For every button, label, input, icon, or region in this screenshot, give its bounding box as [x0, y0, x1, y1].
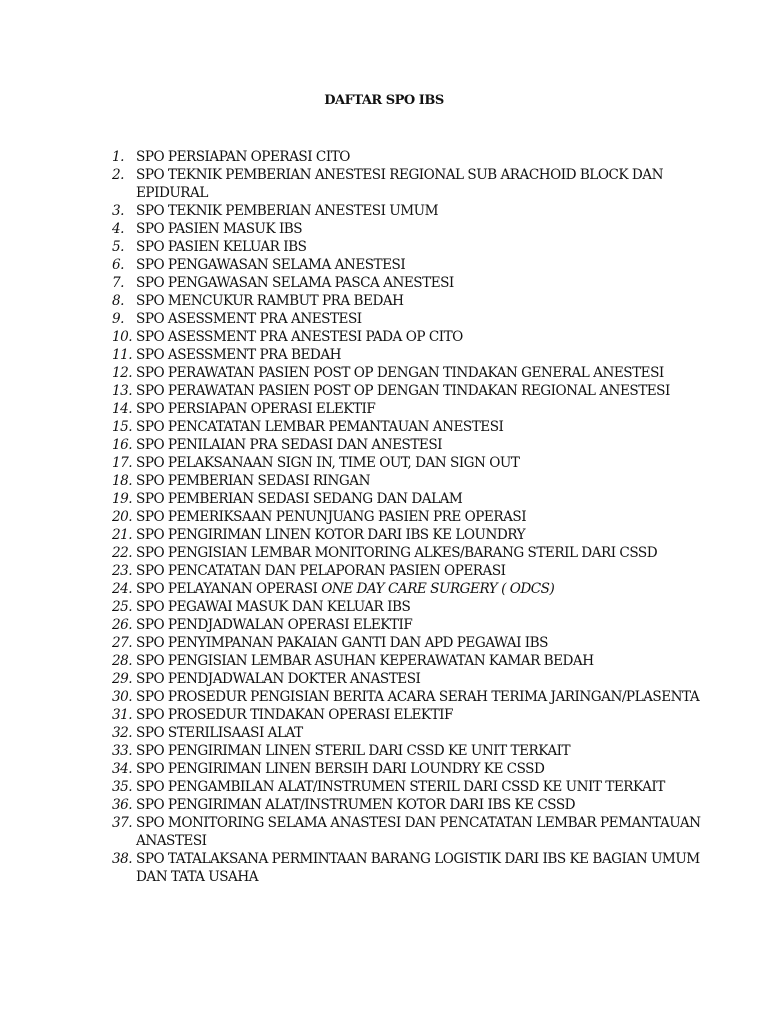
list-item-label: SPO PENGAWASAN SELAMA PASCA ANESTESI — [136, 275, 454, 291]
list-item-label: SPO ASESSMENT PRA ANESTESI PADA OP CITO — [136, 329, 463, 345]
list-item — [112, 328, 722, 346]
list-item-number: 21. — [112, 527, 133, 543]
list-item — [112, 670, 722, 688]
list-item-number: 38. — [112, 851, 133, 867]
list-item-number: 14. — [112, 401, 133, 417]
list-item-label: SPO PEMERIKSAAN PENUNJUANG PASIEN PRE OPERASI — [136, 509, 527, 525]
list-item-italic-label: ONE DAY CARE SURGERY ( ODCS) — [321, 581, 555, 597]
list-item-text — [136, 472, 722, 490]
list-item-number: 4. — [112, 221, 124, 237]
list-item-number: 29. — [112, 671, 133, 687]
list-item — [112, 256, 722, 274]
list-item — [112, 580, 722, 598]
list-item-text — [136, 760, 722, 778]
list-item-text — [136, 364, 722, 382]
list-item-label: SPO ASESSMENT PRA BEDAH — [136, 347, 341, 363]
list-item-label: SPO PENYIMPANAN PAKAIAN GANTI DAN APD PEGAWAI IBS — [136, 635, 548, 651]
list-item — [112, 634, 722, 652]
list-item-number: 13. — [112, 383, 133, 399]
list-item-number: 5. — [112, 239, 124, 255]
list-item — [112, 292, 722, 310]
list-item-number: 26. — [112, 617, 133, 633]
list-item — [112, 742, 722, 760]
list-item-label: SPO PENCATATAN DAN PELAPORAN PASIEN OPERASI — [136, 563, 506, 579]
list-item — [112, 616, 722, 634]
list-item — [112, 562, 722, 580]
list-item-label: SPO PENGAWASAN SELAMA ANESTESI — [136, 257, 406, 273]
list-item-text — [136, 508, 722, 526]
list-item-text — [136, 220, 722, 238]
list-item-number: 7. — [112, 275, 124, 291]
list-item-text — [136, 526, 722, 544]
list-item-label: SPO TATALAKSANA PERMINTAAN BARANG LOGISTIK DARI IBS KE BAGIAN UMUM DAN TATA USAHA — [136, 851, 700, 885]
list-item-label: SPO PENGIRIMAN LINEN BERSIH DARI LOUNDRY KE CSSD — [136, 761, 545, 777]
list-item — [112, 760, 722, 778]
list-item-label: SPO PROSEDUR TINDAKAN OPERASI ELEKTIF — [136, 707, 453, 723]
list-item-text — [136, 400, 722, 418]
list-item-number: 27. — [112, 635, 133, 651]
list-item — [112, 724, 722, 742]
list-item-label: SPO PENGIRIMAN LINEN KOTOR DARI IBS KE LOUNDRY — [136, 527, 526, 543]
list-item — [112, 166, 722, 202]
list-item-number: 31. — [112, 707, 133, 723]
list-item-text — [136, 850, 722, 886]
list-item — [112, 598, 722, 616]
list-item-number: 32. — [112, 725, 133, 741]
list-item-text — [136, 436, 722, 454]
list-item-number: 25. — [112, 599, 133, 615]
list-item — [112, 400, 722, 418]
list-item-text — [136, 688, 722, 706]
list-item-number: 10. — [112, 329, 133, 345]
list-item-number: 1. — [112, 149, 124, 165]
list-item-label: SPO PASIEN KELUAR IBS — [136, 239, 307, 255]
list-item-text — [136, 382, 722, 400]
list-item — [112, 364, 722, 382]
list-item-label: SPO PASIEN MASUK IBS — [136, 221, 303, 237]
list-item-text — [136, 238, 722, 256]
list-item-number: 20. — [112, 509, 133, 525]
list-item-number: 30. — [112, 689, 133, 705]
list-item-number: 2. — [112, 167, 124, 183]
list-item-text — [136, 634, 722, 652]
list-item-label: SPO STERILISAASI ALAT — [136, 725, 303, 741]
list-item — [112, 310, 722, 328]
list-item — [112, 490, 722, 508]
list-item-text — [136, 814, 722, 850]
list-item — [112, 778, 722, 796]
list-item-text — [136, 562, 722, 580]
list-item-number: 8. — [112, 293, 124, 309]
list-item-number: 11. — [112, 347, 133, 363]
list-item — [112, 688, 722, 706]
list-item — [112, 454, 722, 472]
list-item-label: SPO PENDJADWALAN OPERASI ELEKTIF — [136, 617, 413, 633]
list-item-label: SPO PERSIAPAN OPERASI CITO — [136, 149, 350, 165]
list-item-number: 28. — [112, 653, 133, 669]
list-item-label: SPO PENGIRIMAN ALAT/INSTRUMEN KOTOR DARI IBS KE CSSD — [136, 797, 576, 813]
document-title: DAFTAR SPO IBS — [324, 93, 444, 108]
list-item-text — [136, 292, 722, 310]
list-item — [112, 238, 722, 256]
list-item-text — [136, 616, 722, 634]
list-item-text — [136, 328, 722, 346]
list-item-label: SPO PENGISIAN LEMBAR MONITORING ALKES/BARANG STERIL DARI CSSD — [136, 545, 658, 561]
list-item-label: SPO PEMBERIAN SEDASI RINGAN — [136, 473, 370, 489]
list-item-number: 3. — [112, 203, 124, 219]
list-item-label: SPO TEKNIK PEMBERIAN ANESTESI REGIONAL SUB ARACHOID BLOCK DAN EPIDURAL — [136, 167, 663, 201]
list-item-label: SPO PENDJADWALAN DOKTER ANASTESI — [136, 671, 421, 687]
list-item-text — [136, 166, 722, 202]
list-item-label: SPO MONITORING SELAMA ANASTESI DAN PENCATATAN LEMBAR PEMANTAUAN ANASTESI — [136, 815, 701, 849]
list-item-text — [136, 544, 722, 562]
list-item-text — [136, 148, 722, 166]
list-item-number: 18. — [112, 473, 133, 489]
list-item-text — [136, 670, 722, 688]
list-item-label: SPO PENCATATAN LEMBAR PEMANTAUAN ANESTESI — [136, 419, 504, 435]
list-item-number: 35. — [112, 779, 133, 795]
list-item — [112, 346, 722, 364]
list-item-number: 6. — [112, 257, 124, 273]
list-item — [112, 796, 722, 814]
list-item-number: 36. — [112, 797, 133, 813]
list-item — [112, 850, 722, 886]
list-item-label: SPO PEMBERIAN SEDASI SEDANG DAN DALAM — [136, 491, 463, 507]
list-item — [112, 274, 722, 292]
list-item-label: SPO PELAKSANAAN SIGN IN, TIME OUT, DAN SIGN OUT — [136, 455, 520, 471]
list-item-text — [136, 490, 722, 508]
list-item-text — [136, 796, 722, 814]
list-item-text — [136, 346, 722, 364]
list-item-label: SPO PERAWATAN PASIEN POST OP DENGAN TINDAKAN GENERAL ANESTESI — [136, 365, 664, 381]
list-item-number: 16. — [112, 437, 133, 453]
list-item-text — [136, 598, 722, 616]
list-item-text — [136, 706, 722, 724]
list-item-number: 9. — [112, 311, 124, 327]
list-item-text — [136, 274, 722, 292]
list-item-label: SPO ASESSMENT PRA ANESTESI — [136, 311, 362, 327]
list-item-text — [136, 724, 722, 742]
list-item-text — [136, 580, 722, 598]
list-item — [112, 652, 722, 670]
list-item-label: SPO PENILAIAN PRA SEDASI DAN ANESTESI — [136, 437, 443, 453]
list-item-label: SPO PENGIRIMAN LINEN STERIL DARI CSSD KE UNIT TERKAIT — [136, 743, 571, 759]
list-item — [112, 148, 722, 166]
list-item-number: 15. — [112, 419, 133, 435]
list-item-label: SPO PELAYANAN OPERASI — [136, 581, 322, 597]
list-item — [112, 526, 722, 544]
list-item — [112, 220, 722, 238]
list-item-text — [136, 256, 722, 274]
list-item-text — [136, 652, 722, 670]
list-item-number: 19. — [112, 491, 133, 507]
list-item-text — [136, 202, 722, 220]
list-item-label: SPO PROSEDUR PENGISIAN BERITA ACARA SERAH TERIMA JARINGAN/PLASENTA — [136, 689, 700, 705]
spo-list — [112, 148, 722, 886]
list-item-number: 33. — [112, 743, 133, 759]
list-item-label: SPO PERSIAPAN OPERASI ELEKTIF — [136, 401, 376, 417]
list-item-number: 34. — [112, 761, 133, 777]
list-item-text — [136, 778, 722, 796]
list-item-number: 24. — [112, 581, 133, 597]
list-item — [112, 706, 722, 724]
list-item-text — [136, 742, 722, 760]
list-item — [112, 544, 722, 562]
list-item — [112, 472, 722, 490]
list-item-label: SPO PEGAWAI MASUK DAN KELUAR IBS — [136, 599, 411, 615]
list-item-text — [136, 310, 722, 328]
list-item-text — [136, 454, 722, 472]
list-item-label: SPO MENCUKUR RAMBUT PRA BEDAH — [136, 293, 404, 309]
list-item — [112, 814, 722, 850]
list-item-number: 23. — [112, 563, 133, 579]
list-item — [112, 508, 722, 526]
list-item-label: SPO PENGAMBILAN ALAT/INSTRUMEN STERIL DARI CSSD KE UNIT TERKAIT — [136, 779, 665, 795]
list-item-number: 17. — [112, 455, 133, 471]
list-item — [112, 418, 722, 436]
list-item-number: 12. — [112, 365, 133, 381]
list-item-label: SPO PERAWATAN PASIEN POST OP DENGAN TINDAKAN REGIONAL ANESTESI — [136, 383, 670, 399]
list-item — [112, 202, 722, 220]
list-item-number: 22. — [112, 545, 133, 561]
list-item-number: 37. — [112, 815, 133, 831]
list-item — [112, 436, 722, 454]
list-item-label: SPO PENGISIAN LEMBAR ASUHAN KEPERAWATAN KAMAR BEDAH — [136, 653, 594, 669]
list-item — [112, 382, 722, 400]
list-item-label: SPO TEKNIK PEMBERIAN ANESTESI UMUM — [136, 203, 439, 219]
list-item-text — [136, 418, 722, 436]
